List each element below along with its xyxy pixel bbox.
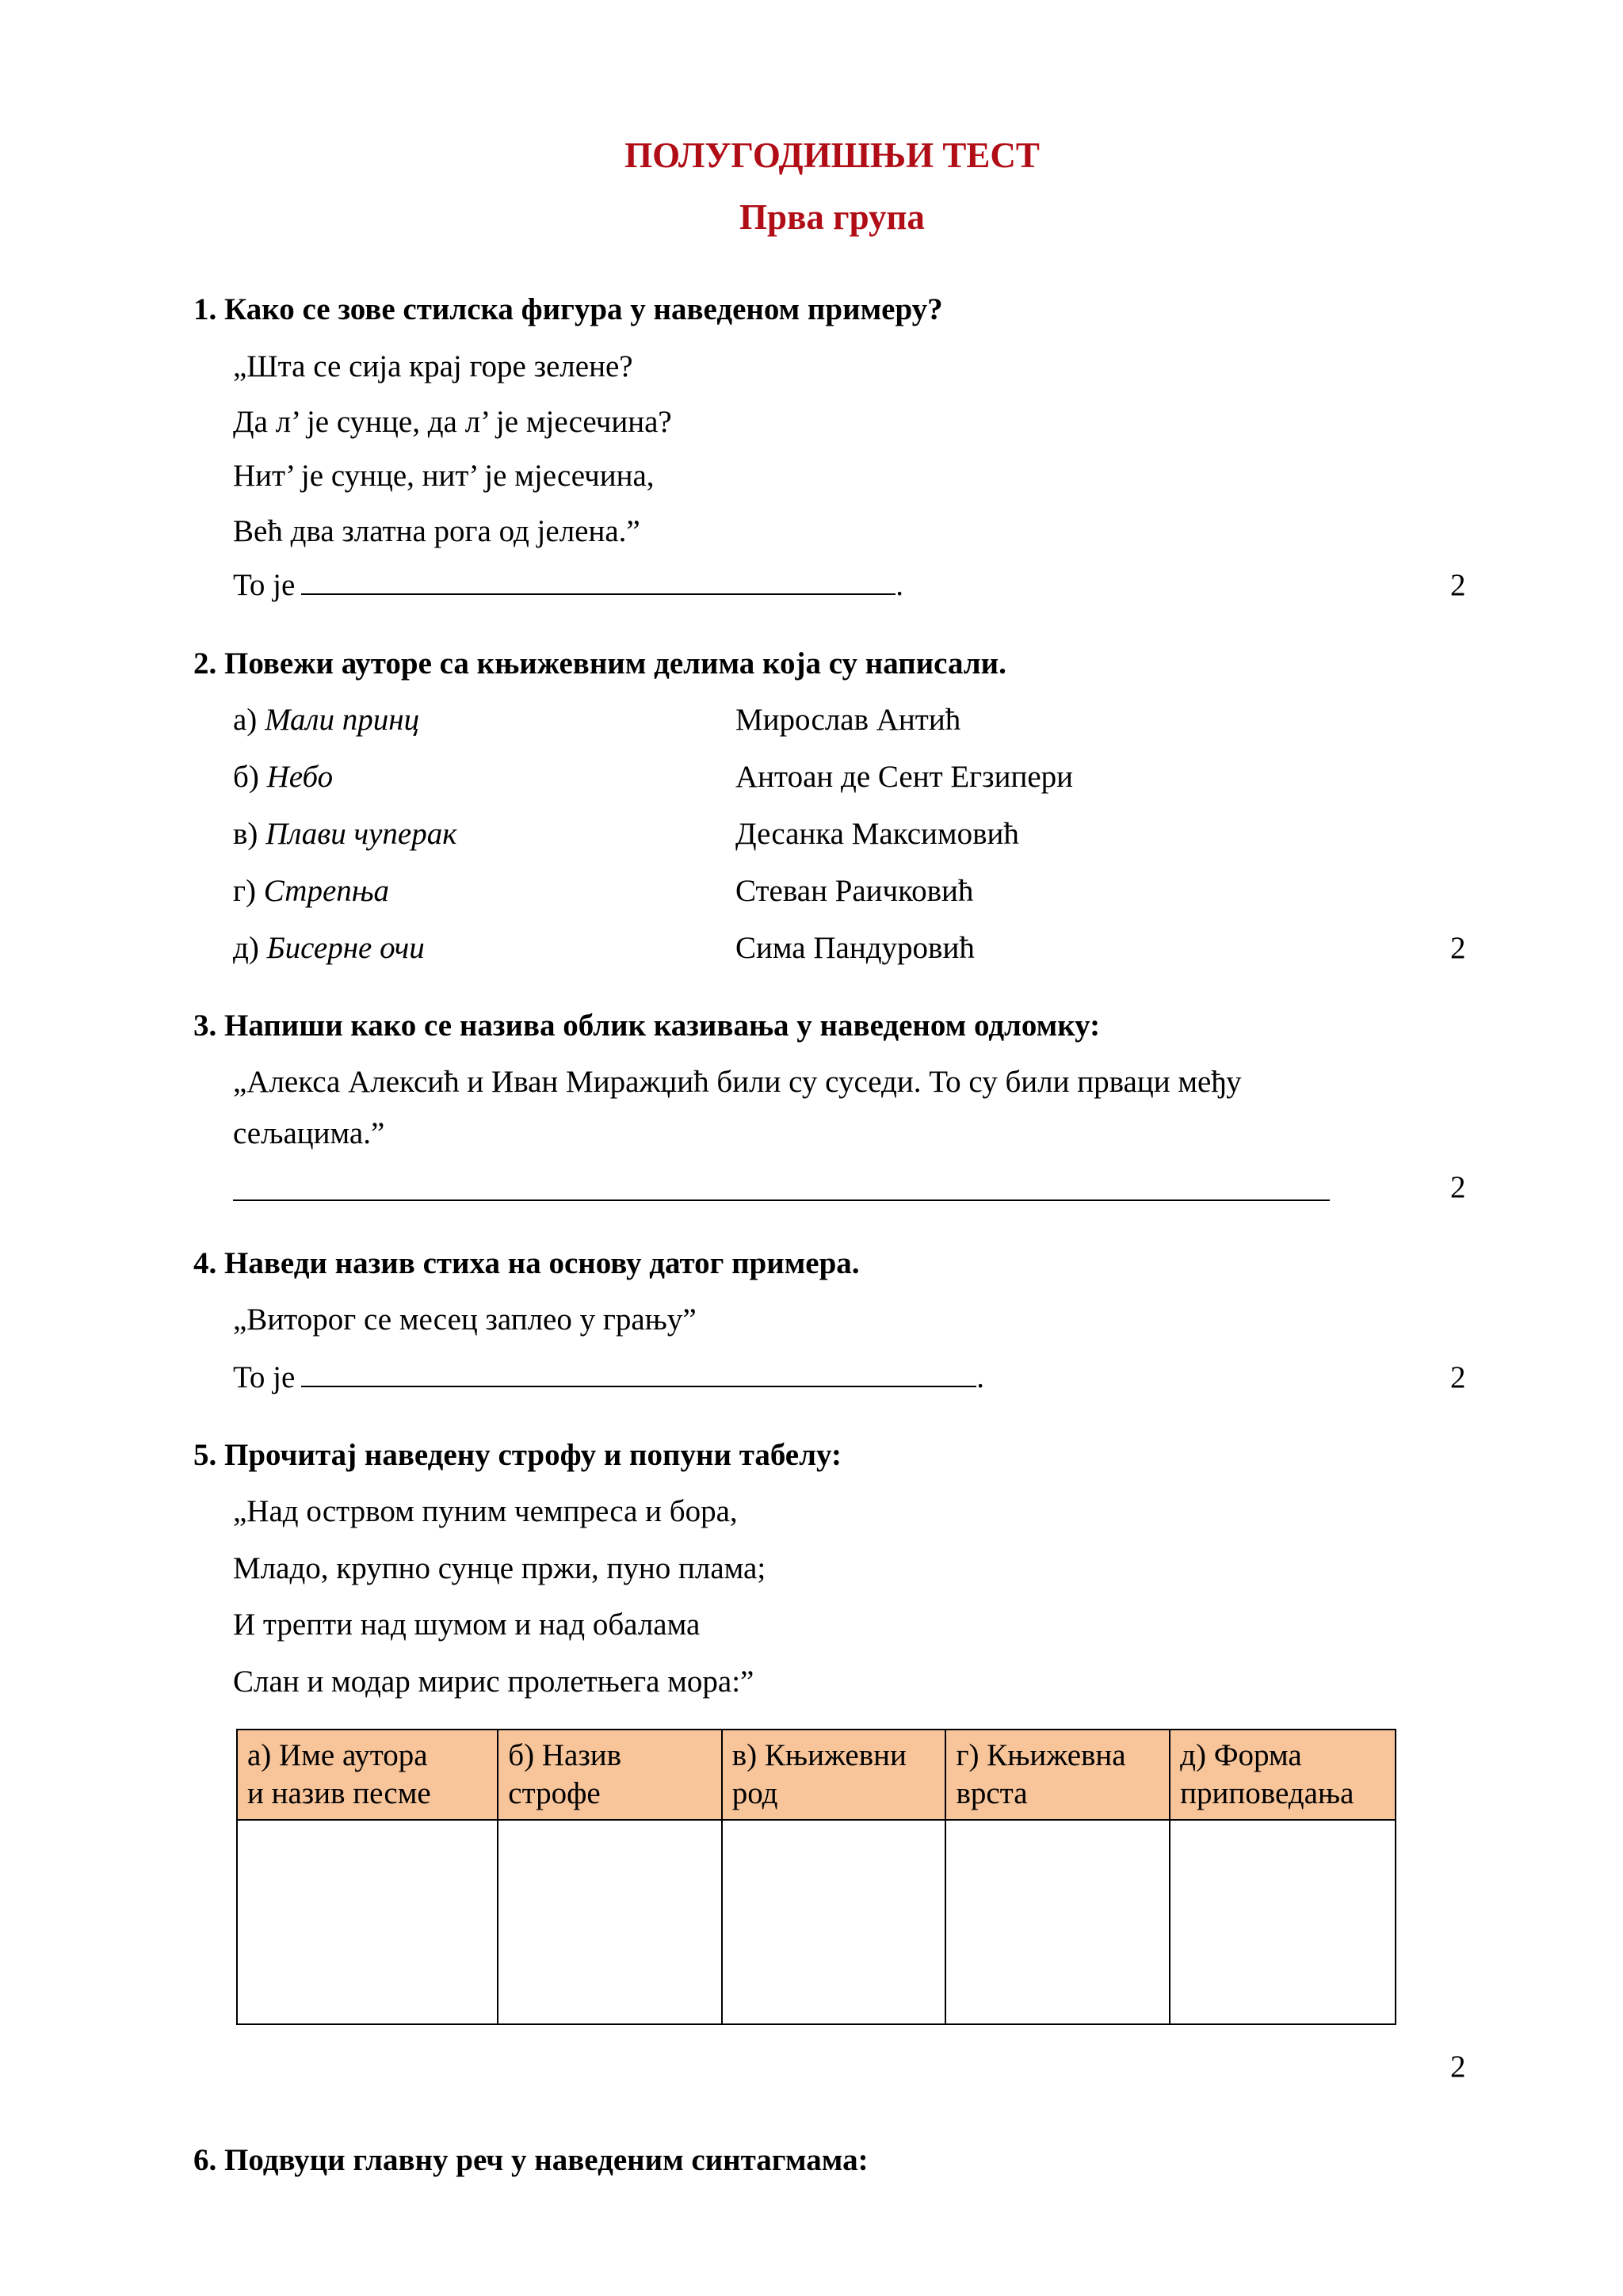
q5-header-line-1: д) Форма — [1180, 1738, 1302, 1772]
q2-work-e — [233, 930, 425, 966]
q4-points: 2 — [1450, 1360, 1466, 1394]
question-4: 4. Наведи назив стиха на основу датог примера. — [193, 1246, 860, 1280]
q5-header-line-2: врста — [956, 1776, 1028, 1810]
page-subtitle: Прва група — [739, 197, 925, 237]
q2-work-title: Плави чуперак — [265, 817, 457, 851]
q2-work-title: Мали принц — [265, 703, 420, 737]
q2-author-5: Сима Пандуровић — [735, 931, 975, 965]
question-1: 1. Како се зове стилска фигура у наведеном примеру? — [193, 292, 943, 326]
q5-table-answer-row — [237, 1820, 1396, 2024]
q3-points: 2 — [1450, 1170, 1466, 1204]
q5-table-header-row — [237, 1730, 1396, 1820]
q5-answer-table — [236, 1729, 1396, 2025]
question-5: 5. Прочитај наведену строфу и попуни табелу: — [193, 1438, 842, 1472]
q2-work-d — [233, 873, 389, 909]
q2-work-title: Небо — [266, 760, 334, 794]
q5-verse-2: Младо, крупно сунце пржи, пуно плама; — [233, 1551, 766, 1585]
q2-work-c — [233, 816, 456, 852]
q5-header-line-1: в) Књижевни — [731, 1738, 907, 1772]
q5-answer-cell-author[interactable] — [237, 1820, 498, 2024]
q2-author-2: Антоан де Сент Егзипери — [735, 760, 1074, 794]
q5-verse-1: „Над острвом пуним чемпреса и бора, — [233, 1494, 738, 1528]
q2-author-3: Десанка Максимовић — [735, 817, 1019, 851]
q2-work-b — [233, 759, 333, 795]
q5-points: 2 — [1450, 2050, 1466, 2084]
q4-answer-prefix: То је — [233, 1360, 296, 1394]
q2-work-letter: в) — [233, 817, 258, 851]
question-2: 2. Повежи ауторе са књижевним делима која су написали. — [193, 646, 1006, 681]
q5-header-author — [237, 1730, 498, 1820]
page-title: ПОЛУГОДИШЊИ ТЕСТ — [624, 135, 1040, 175]
q1-answer-suffix: . — [896, 568, 904, 602]
q5-header-form — [1170, 1730, 1396, 1820]
q5-header-line-1: г) Књижевна — [956, 1738, 1126, 1772]
q1-answer-line — [233, 567, 903, 603]
q5-answer-cell-genre[interactable] — [722, 1820, 946, 2024]
q5-header-line-2: приповедања — [1180, 1776, 1354, 1810]
q5-header-line-1: б) Назив — [508, 1738, 622, 1772]
q5-header-line-2: и назив песме — [247, 1776, 431, 1810]
q5-header-line-2: строфе — [508, 1776, 601, 1810]
q5-answer-cell-type[interactable] — [945, 1820, 1170, 2024]
q5-answer-cell-stanza[interactable] — [498, 1820, 721, 2024]
q1-verse-1: „Шта се сија крај горе зелене? — [233, 349, 633, 383]
q1-verse-3: Нит’ је сунце, нит’ је мјесечина, — [233, 459, 655, 493]
q1-verse-2: Да л’ је сунце, да л’ је мјесечина? — [233, 405, 672, 439]
q4-answer-suffix: . — [976, 1360, 985, 1394]
q5-header-line-2: род — [731, 1776, 778, 1810]
q5-answer-cell-form[interactable] — [1170, 1820, 1396, 2024]
q3-quote-line-2: сељацима.” — [233, 1116, 385, 1150]
q2-author-1: Мирослав Антић — [735, 703, 961, 737]
q2-work-title: Бисерне очи — [266, 931, 425, 965]
q4-answer-blank[interactable] — [301, 1385, 976, 1387]
q1-verse-4: Већ два златна рога од јелена.” — [233, 514, 640, 548]
q4-quote: „Виторог се месец заплео у грању” — [233, 1302, 697, 1337]
q5-verse-3: И трепти над шумом и над обалама — [233, 1608, 701, 1642]
q1-answer-prefix: То је — [233, 568, 296, 602]
q2-author-4: Стеван Раичковић — [735, 874, 974, 908]
q5-header-stanza — [498, 1730, 721, 1820]
question-6: 6. Подвуци главну реч у наведеним синтагмама: — [193, 2143, 869, 2177]
q2-work-title: Стрепња — [263, 874, 390, 908]
q4-answer-line — [233, 1360, 984, 1395]
q3-quote-line-1: „Алекса Алексић и Иван Миражџић били су суседи. То су били прваци међу — [233, 1065, 1242, 1099]
q2-points: 2 — [1450, 931, 1466, 965]
question-3: 3. Напиши како се назива облик казивања у наведеном одломку: — [193, 1009, 1101, 1043]
q5-verse-4: Слан и модар мирис пролетњега мора:” — [233, 1665, 754, 1699]
q5-header-line-1: а) Име аутора — [247, 1738, 428, 1772]
q2-work-a — [233, 702, 419, 738]
q5-header-genre — [722, 1730, 946, 1820]
q1-answer-blank[interactable] — [301, 593, 896, 595]
q2-work-letter: д) — [233, 931, 259, 965]
q2-work-letter: б) — [233, 760, 259, 794]
q1-points: 2 — [1450, 568, 1466, 602]
q3-answer-blank[interactable] — [233, 1199, 1330, 1201]
q2-work-letter: а) — [233, 703, 258, 737]
q5-header-type — [945, 1730, 1170, 1820]
q2-work-letter: г) — [233, 874, 256, 908]
